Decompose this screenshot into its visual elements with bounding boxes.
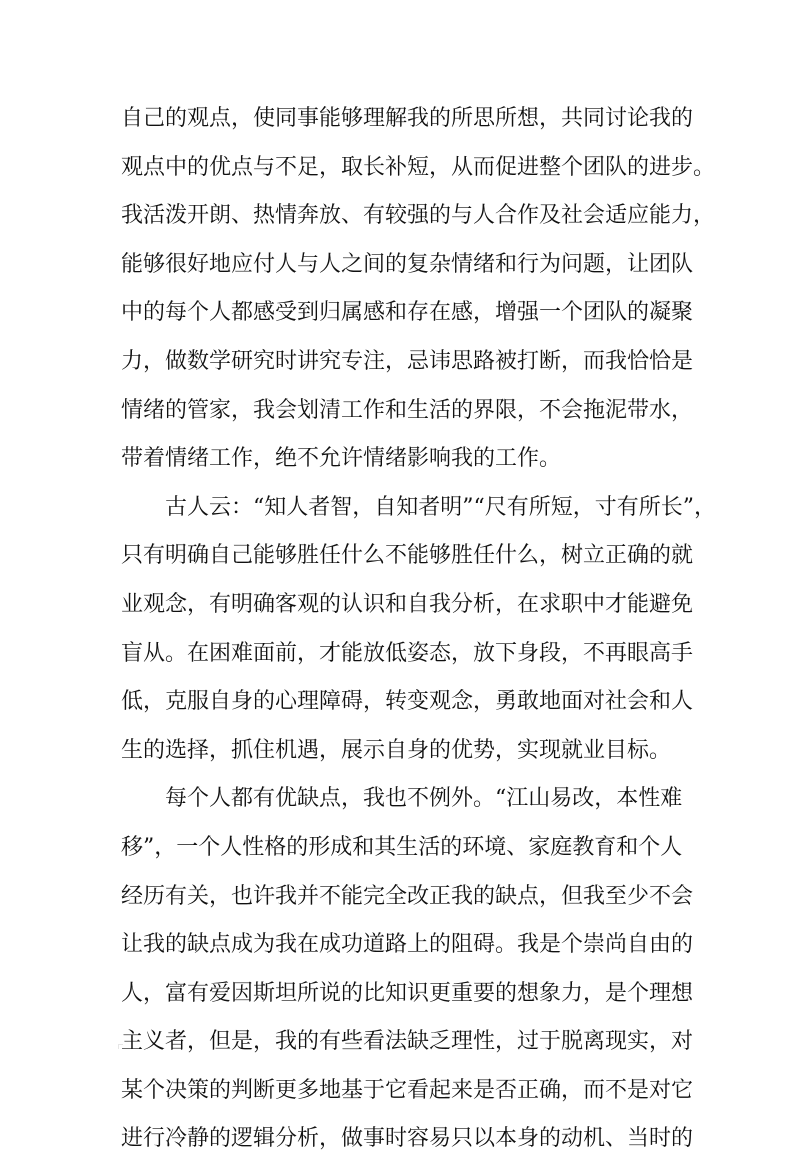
- text-line: 力，做数学研究时讲究专注，忌讳思路被打断，而我恰恰是: [121, 348, 694, 374]
- text-line: 自己的观点，使同事能够理解我的所思所想，共同讨论我的: [121, 106, 694, 131]
- text-line: 生的选择，抓住机遇，展示自身的优势，实现就业目标。: [121, 737, 672, 763]
- text-line: 观点中的优点与不足，取长补短，从而促进整个团队的进步。: [121, 154, 716, 180]
- text-line: 主义者，但是，我的有些看法缺乏理性，过于脱离现实，对: [121, 1029, 694, 1055]
- text-line: 低，克服自身的心理障碍，转变观念，勇敢地面对社会和人: [121, 689, 694, 715]
- text-line: 古人云：“知人者智，自知者明”“尺有所短，寸有所长”，: [165, 494, 716, 520]
- text-line: 移”，一个人性格的形成和其生活的环境、家庭教育和个人: [121, 834, 683, 860]
- text-line: 业观念，有明确客观的认识和自我分析，在求职中才能避免: [121, 591, 694, 617]
- paragraph-2: [121, 484, 716, 776]
- text-line: 带着情绪工作，绝不允许情绪影响我的工作。: [121, 446, 562, 472]
- text-line: 情绪的管家，我会划清工作和生活的界限，不会拖泥带水，: [121, 397, 694, 423]
- text-line: 人，富有爱因斯坦所说的比知识更重要的想象力，是个理想: [121, 980, 694, 1006]
- text-line: 某个决策的判断更多地基于它看起来是否正确，而不是对它: [121, 1077, 694, 1103]
- text-line: 经历有关，也许我并不能完全改正我的缺点，但我至少不会: [121, 883, 694, 909]
- paragraph-1: [121, 95, 716, 484]
- page-corner-mark: [118, 1044, 123, 1049]
- text-line: 我活泼开朗、热情奔放、有较强的与人合作及社会适应能力，: [121, 203, 716, 229]
- text-line: 盲从。在困难面前，才能放低姿态，放下身段，不再眼高手: [121, 640, 694, 666]
- text-line: 只有明确自己能够胜任什么不能够胜任什么，树立正确的就: [121, 543, 694, 569]
- text-line: 能够很好地应付人与人之间的复杂情绪和行为问题，让团队: [121, 251, 694, 277]
- text-line: 中的每个人都感受到归属感和存在感，增强一个团队的凝聚: [121, 300, 694, 326]
- body-text: [121, 95, 716, 1164]
- text-line: 让我的缺点成为我在成功道路上的阻碍。我是个崇尚自由的: [121, 932, 694, 958]
- paragraph-3: [121, 775, 694, 1164]
- text-line: 每个人都有优缺点，我也不例外。“江山易改，本性难: [165, 786, 683, 812]
- text-line: 进行冷静的逻辑分析，做事时容易只以本身的动机、当时的: [121, 1126, 694, 1152]
